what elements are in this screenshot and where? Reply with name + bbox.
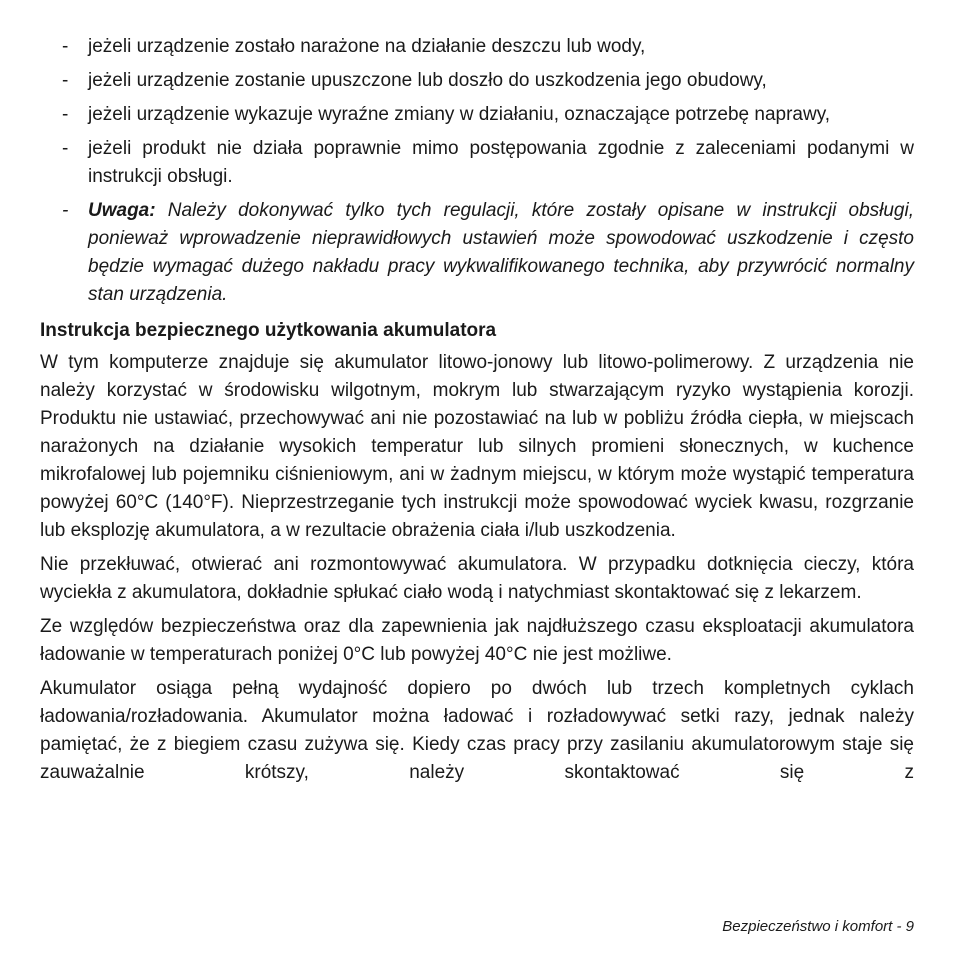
list-item-text: jeżeli urządzenie zostało narażone na działanie deszczu lub wody, bbox=[88, 36, 646, 57]
paragraph: Ze względów bezpieczeństwa oraz dla zapewnienia jak najdłuższego czasu eksploatacji akumulatora ładowanie w temperaturach poniżej 0°C lub powyżej 40°C nie jest możliwe. bbox=[40, 616, 914, 665]
list-item bbox=[40, 33, 914, 61]
bullet-dash: - bbox=[62, 36, 69, 57]
paragraph: Nie przekłuwać, otwierać ani rozmontowywać akumulatora. W przypadku dotknięcia cieczy, która wyciekła z akumulatora, dokładnie spłukać ciało wodą i natychmiast skontaktować się z lekarzem. bbox=[40, 554, 914, 603]
paragraph: W tym komputerze znajduje się akumulator litowo-jonowy lub litowo-polimerowy. Z urządzenia nie należy korzystać w środowisku wilgotnym, mokrym lub stwarzającym ryzyko wystąpienia korozji. Produktu nie ustawiać, przechowywać ani nie pozostawiać na lub w pobliżu źródła ciepła, w miejscach narażonych na działanie wysokich temperatur lub silnych promieni słonecznych, w kuchence mikrofalowej lub pojemniku ciśnieniowym, ani w żadnym miejscu, w którym może wystąpić temperatura powyżej 60°C (140°F). Nieprzestrzeganie tych instrukcji może spowodować wyciek kwasu, rozgrzanie lub eksplozję akumulatora, a w rezultacie obrażenia ciała i/lub uszkodzenia. bbox=[40, 352, 914, 541]
note-text: Należy dokonywać tylko tych regulacji, które zostały opisane w instrukcji obsługi, ponieważ wprowadzenie nieprawidłowych ustawień może spowodować uszkodzenie i często będzie wymagać dużego nakładu pracy wykwalifikowanego technika, aby przywrócić normalny stan urządzenia. bbox=[88, 200, 914, 305]
document-page bbox=[40, 33, 914, 793]
bullet-dash: - bbox=[62, 138, 69, 159]
paragraph: Akumulator osiąga pełną wydajność dopiero po dwóch lub trzech kompletnych cyklach ładowania/rozładowania. Akumulator można ładować i rozładowywać setki razy, jednak należy pamiętać, że z biegiem czasu zużywa się. Kiedy czas pracy przy zasilaniu akumulatorowym staje się zauważalnie krótszy, należy skontaktować się z bbox=[40, 678, 914, 783]
list-item-text: jeżeli urządzenie wykazuje wyraźne zmiany w działaniu, oznaczające potrzebę naprawy, bbox=[88, 104, 831, 125]
section-heading: Instrukcja bezpiecznego użytkowania akumulatora bbox=[40, 320, 497, 341]
list-item bbox=[40, 67, 914, 95]
note-item bbox=[40, 197, 914, 309]
page-footer: Bezpieczeństwo i komfort - 9 bbox=[722, 918, 914, 935]
list-item-text: jeżeli urządzenie zostanie upuszczone lub doszło do uszkodzenia jego obudowy, bbox=[88, 70, 767, 91]
note-label: Uwaga: bbox=[88, 200, 156, 221]
bullet-dash: - bbox=[62, 200, 69, 221]
list-item-text: jeżeli produkt nie działa poprawnie mimo postępowania zgodnie z zaleceniami podanymi w instrukcji obsługi. bbox=[88, 138, 914, 187]
list-item bbox=[40, 101, 914, 129]
bullet-dash: - bbox=[62, 104, 69, 125]
list-item bbox=[40, 135, 914, 191]
bullet-dash: - bbox=[62, 70, 69, 91]
